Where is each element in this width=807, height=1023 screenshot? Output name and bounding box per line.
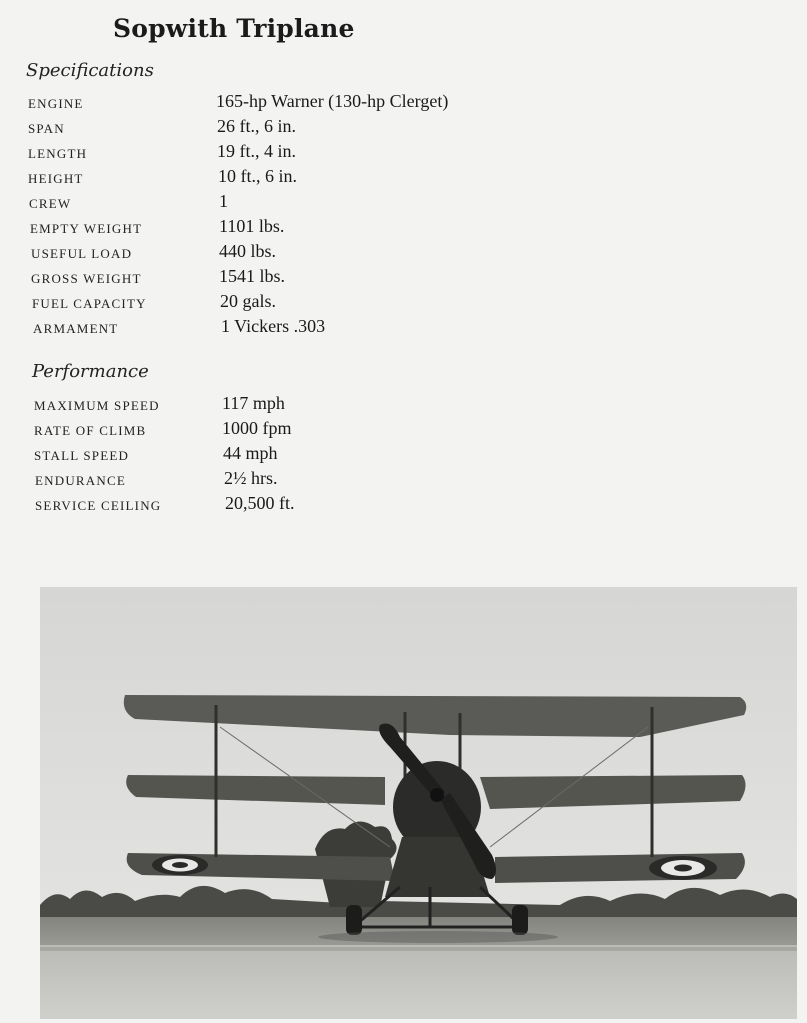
spec-value: 1541 lbs. xyxy=(219,266,286,286)
spec-label: MAXIMUM SPEED xyxy=(34,398,160,413)
performance-heading: Performance xyxy=(32,361,149,382)
spec-value: 1 xyxy=(219,191,228,211)
spec-value: 26 ft., 6 in. xyxy=(217,116,296,136)
spec-label: SERVICE CEILING xyxy=(35,498,162,513)
spec-label: HEIGHT xyxy=(28,171,84,186)
spec-value: 117 mph xyxy=(222,393,285,413)
spec-label: SPAN xyxy=(28,121,65,136)
spec-label: ENGINE xyxy=(28,96,84,111)
triplane-illustration xyxy=(40,587,797,1019)
spec-label: USEFUL LOAD xyxy=(31,246,133,261)
spec-value: 19 ft., 4 in. xyxy=(217,141,296,161)
spec-label: CREW xyxy=(29,196,72,211)
spec-value: 20 gals. xyxy=(220,291,276,311)
spec-value: 20,500 ft. xyxy=(225,493,295,513)
page-title: Sopwith Triplane xyxy=(113,14,355,43)
triplane-photo xyxy=(40,587,797,1019)
spec-value: 1 Vickers .303 xyxy=(221,316,326,336)
spec-value: 165-hp Warner (130-hp Clerget) xyxy=(216,91,449,111)
spec-label: ENDURANCE xyxy=(35,473,126,488)
spec-value: 440 lbs. xyxy=(219,241,277,261)
spec-value: 1000 fpm xyxy=(222,418,292,438)
plane-shadow xyxy=(318,931,558,943)
spec-value: 2½ hrs. xyxy=(224,468,278,488)
spec-value: 1101 lbs. xyxy=(219,216,285,236)
right-wheel xyxy=(512,905,528,935)
spec-label: EMPTY WEIGHT xyxy=(30,221,143,236)
roundel-right xyxy=(649,856,717,880)
spec-label: ARMAMENT xyxy=(33,321,119,336)
roundel-left xyxy=(152,855,208,875)
spec-value: 10 ft., 6 in. xyxy=(218,166,297,186)
spec-label: STALL SPEED xyxy=(34,448,130,463)
spec-label: LENGTH xyxy=(28,146,88,161)
spec-value: 44 mph xyxy=(223,443,278,463)
spec-label: GROSS WEIGHT xyxy=(31,271,142,286)
spec-label: FUEL CAPACITY xyxy=(32,296,147,311)
specifications-heading: Specifications xyxy=(26,60,154,81)
spec-label: RATE OF CLIMB xyxy=(34,423,147,438)
propeller-hub xyxy=(430,788,444,802)
left-wheel xyxy=(346,905,362,935)
